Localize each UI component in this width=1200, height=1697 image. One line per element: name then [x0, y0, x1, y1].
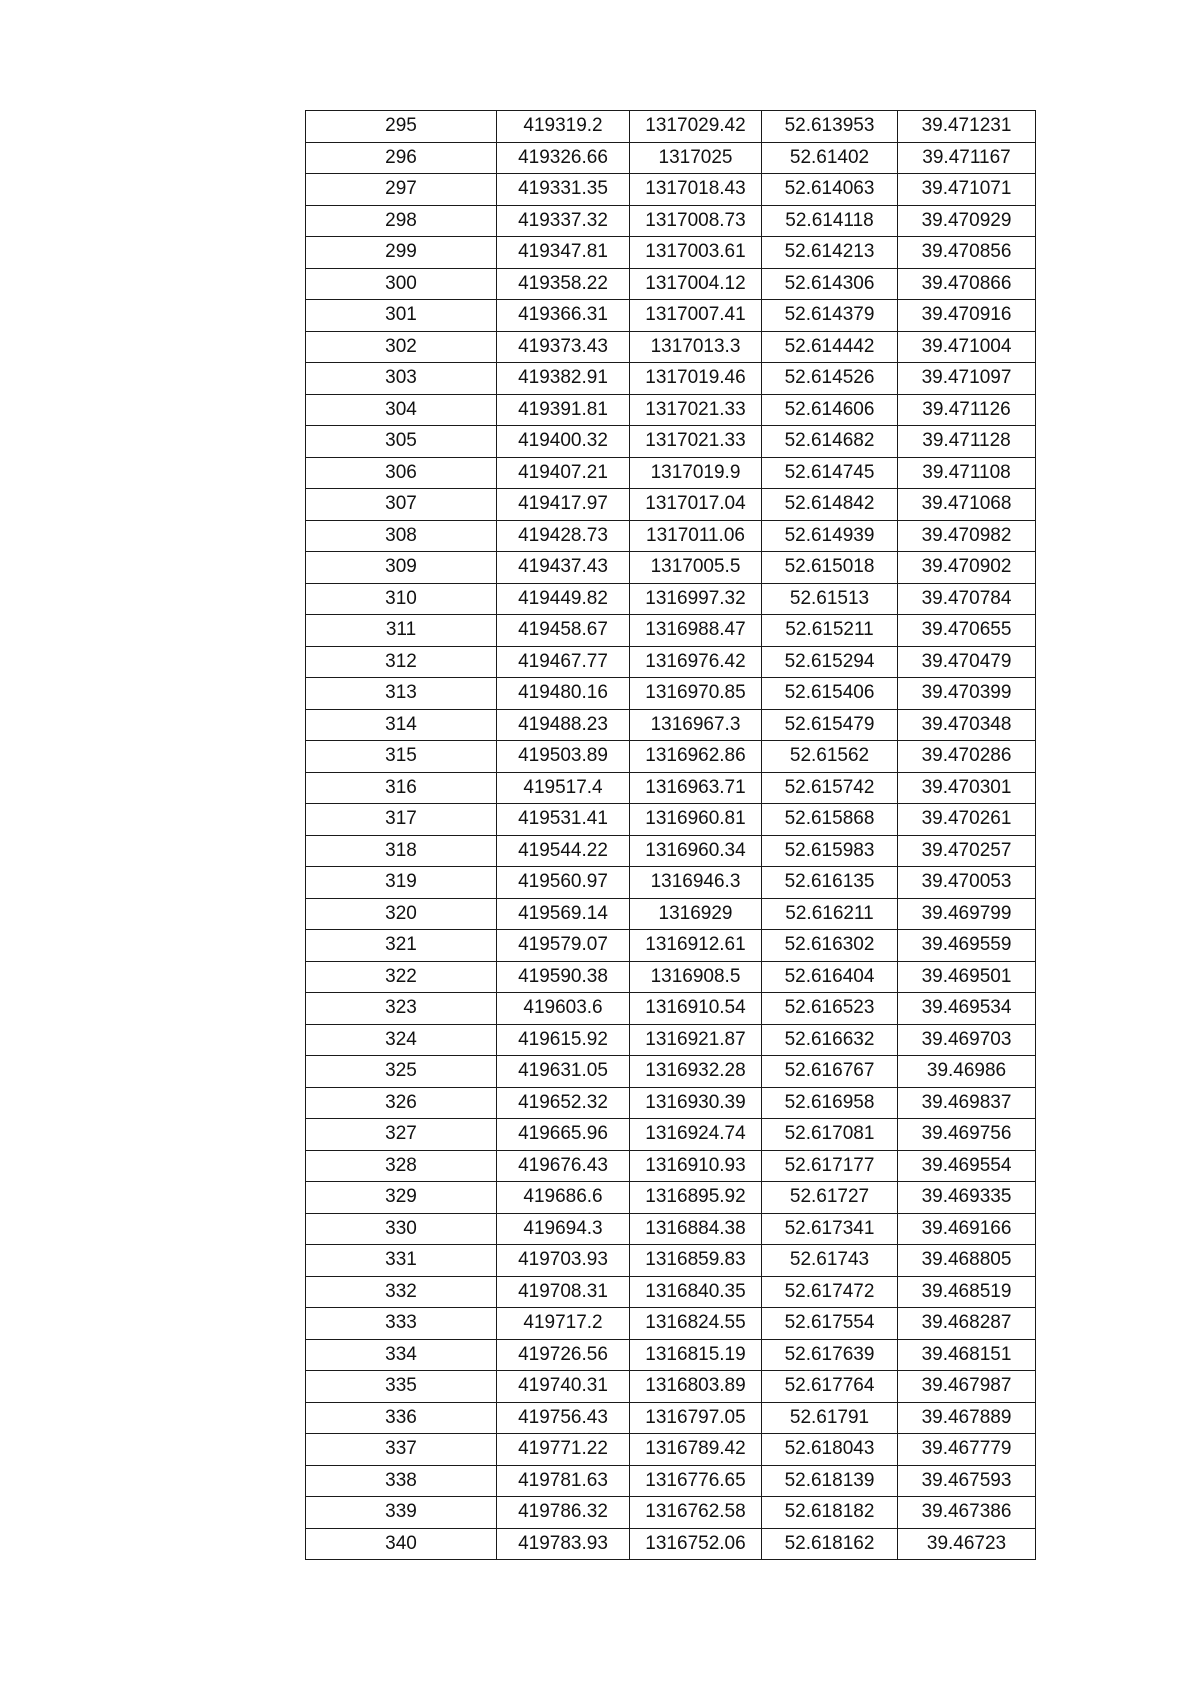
- x-coordinate-cell: 419326.66: [497, 142, 630, 174]
- point-number-cell: 323: [306, 993, 497, 1025]
- y-coordinate-cell: 1316997.32: [630, 583, 762, 615]
- y-coordinate-cell: 1316840.35: [630, 1276, 762, 1308]
- x-coordinate-cell: 419579.07: [497, 930, 630, 962]
- table-row: [306, 678, 1036, 710]
- point-number-cell: 327: [306, 1119, 497, 1151]
- latitude-cell: 52.617554: [762, 1308, 898, 1340]
- y-coordinate-cell: 1316762.58: [630, 1497, 762, 1529]
- longitude-cell: 39.468519: [898, 1276, 1036, 1308]
- x-coordinate-cell: 419458.67: [497, 615, 630, 647]
- latitude-cell: 52.618043: [762, 1434, 898, 1466]
- table-row: [306, 615, 1036, 647]
- longitude-cell: 39.467593: [898, 1465, 1036, 1497]
- x-coordinate-cell: 419467.77: [497, 646, 630, 678]
- latitude-cell: 52.616135: [762, 867, 898, 899]
- latitude-cell: 52.61743: [762, 1245, 898, 1277]
- longitude-cell: 39.470286: [898, 741, 1036, 773]
- x-coordinate-cell: 419631.05: [497, 1056, 630, 1088]
- point-number-cell: 317: [306, 804, 497, 836]
- x-coordinate-cell: 419603.6: [497, 993, 630, 1025]
- latitude-cell: 52.614526: [762, 363, 898, 395]
- table-row: [306, 867, 1036, 899]
- latitude-cell: 52.614306: [762, 268, 898, 300]
- table-row: [306, 1056, 1036, 1088]
- x-coordinate-cell: 419781.63: [497, 1465, 630, 1497]
- y-coordinate-cell: 1316960.81: [630, 804, 762, 836]
- longitude-cell: 39.470348: [898, 709, 1036, 741]
- longitude-cell: 39.471004: [898, 331, 1036, 363]
- point-number-cell: 315: [306, 741, 497, 773]
- longitude-cell: 39.470257: [898, 835, 1036, 867]
- x-coordinate-cell: 419652.32: [497, 1087, 630, 1119]
- point-number-cell: 309: [306, 552, 497, 584]
- y-coordinate-cell: 1316824.55: [630, 1308, 762, 1340]
- table-row: [306, 1465, 1036, 1497]
- table-row: [306, 1182, 1036, 1214]
- latitude-cell: 52.614442: [762, 331, 898, 363]
- longitude-cell: 39.46986: [898, 1056, 1036, 1088]
- table-row: [306, 1024, 1036, 1056]
- longitude-cell: 39.469166: [898, 1213, 1036, 1245]
- point-number-cell: 329: [306, 1182, 497, 1214]
- x-coordinate-cell: 419503.89: [497, 741, 630, 773]
- table-row: [306, 835, 1036, 867]
- point-number-cell: 332: [306, 1276, 497, 1308]
- x-coordinate-cell: 419590.38: [497, 961, 630, 993]
- y-coordinate-cell: 1316930.39: [630, 1087, 762, 1119]
- y-coordinate-cell: 1316946.3: [630, 867, 762, 899]
- longitude-cell: 39.470053: [898, 867, 1036, 899]
- y-coordinate-cell: 1316803.89: [630, 1371, 762, 1403]
- point-number-cell: 307: [306, 489, 497, 521]
- y-coordinate-cell: 1317018.43: [630, 174, 762, 206]
- x-coordinate-cell: 419771.22: [497, 1434, 630, 1466]
- longitude-cell: 39.469756: [898, 1119, 1036, 1151]
- latitude-cell: 52.618182: [762, 1497, 898, 1529]
- x-coordinate-cell: 419726.56: [497, 1339, 630, 1371]
- x-coordinate-cell: 419417.97: [497, 489, 630, 521]
- point-number-cell: 303: [306, 363, 497, 395]
- y-coordinate-cell: 1316912.61: [630, 930, 762, 962]
- longitude-cell: 39.471128: [898, 426, 1036, 458]
- x-coordinate-cell: 419382.91: [497, 363, 630, 395]
- point-number-cell: 322: [306, 961, 497, 993]
- x-coordinate-cell: 419708.31: [497, 1276, 630, 1308]
- latitude-cell: 52.615983: [762, 835, 898, 867]
- x-coordinate-cell: 419717.2: [497, 1308, 630, 1340]
- table-row: [306, 1213, 1036, 1245]
- point-number-cell: 321: [306, 930, 497, 962]
- point-number-cell: 326: [306, 1087, 497, 1119]
- latitude-cell: 52.615868: [762, 804, 898, 836]
- longitude-cell: 39.469335: [898, 1182, 1036, 1214]
- latitude-cell: 52.615479: [762, 709, 898, 741]
- latitude-cell: 52.617341: [762, 1213, 898, 1245]
- table-row: [306, 1308, 1036, 1340]
- latitude-cell: 52.616632: [762, 1024, 898, 1056]
- table-row: [306, 930, 1036, 962]
- y-coordinate-cell: 1316921.87: [630, 1024, 762, 1056]
- x-coordinate-cell: 419569.14: [497, 898, 630, 930]
- table-row: [306, 1339, 1036, 1371]
- longitude-cell: 39.469559: [898, 930, 1036, 962]
- table-row: [306, 741, 1036, 773]
- latitude-cell: 52.614118: [762, 205, 898, 237]
- point-number-cell: 306: [306, 457, 497, 489]
- point-number-cell: 296: [306, 142, 497, 174]
- latitude-cell: 52.618139: [762, 1465, 898, 1497]
- point-number-cell: 330: [306, 1213, 497, 1245]
- x-coordinate-cell: 419686.6: [497, 1182, 630, 1214]
- table-row: [306, 457, 1036, 489]
- latitude-cell: 52.614745: [762, 457, 898, 489]
- y-coordinate-cell: 1316776.65: [630, 1465, 762, 1497]
- x-coordinate-cell: 419544.22: [497, 835, 630, 867]
- x-coordinate-cell: 419740.31: [497, 1371, 630, 1403]
- longitude-cell: 39.470261: [898, 804, 1036, 836]
- longitude-cell: 39.468805: [898, 1245, 1036, 1277]
- y-coordinate-cell: 1316924.74: [630, 1119, 762, 1151]
- longitude-cell: 39.469534: [898, 993, 1036, 1025]
- point-number-cell: 316: [306, 772, 497, 804]
- point-number-cell: 339: [306, 1497, 497, 1529]
- x-coordinate-cell: 419665.96: [497, 1119, 630, 1151]
- table-row: [306, 363, 1036, 395]
- point-number-cell: 318: [306, 835, 497, 867]
- point-number-cell: 310: [306, 583, 497, 615]
- y-coordinate-cell: 1316929: [630, 898, 762, 930]
- x-coordinate-cell: 419756.43: [497, 1402, 630, 1434]
- longitude-cell: 39.470902: [898, 552, 1036, 584]
- table-row: [306, 174, 1036, 206]
- x-coordinate-cell: 419407.21: [497, 457, 630, 489]
- x-coordinate-cell: 419373.43: [497, 331, 630, 363]
- table-row: [306, 1276, 1036, 1308]
- table-row: [306, 804, 1036, 836]
- y-coordinate-cell: 1316797.05: [630, 1402, 762, 1434]
- latitude-cell: 52.617177: [762, 1150, 898, 1182]
- table-row: [306, 1119, 1036, 1151]
- y-coordinate-cell: 1316976.42: [630, 646, 762, 678]
- y-coordinate-cell: 1317007.41: [630, 300, 762, 332]
- y-coordinate-cell: 1317008.73: [630, 205, 762, 237]
- point-number-cell: 325: [306, 1056, 497, 1088]
- longitude-cell: 39.470655: [898, 615, 1036, 647]
- longitude-cell: 39.470982: [898, 520, 1036, 552]
- x-coordinate-cell: 419786.32: [497, 1497, 630, 1529]
- table-row: [306, 426, 1036, 458]
- longitude-cell: 39.468151: [898, 1339, 1036, 1371]
- x-coordinate-cell: 419437.43: [497, 552, 630, 584]
- x-coordinate-cell: 419366.31: [497, 300, 630, 332]
- table-row: [306, 205, 1036, 237]
- latitude-cell: 52.615294: [762, 646, 898, 678]
- table-row: [306, 961, 1036, 993]
- latitude-cell: 52.614606: [762, 394, 898, 426]
- table-row: [306, 237, 1036, 269]
- x-coordinate-cell: 419560.97: [497, 867, 630, 899]
- y-coordinate-cell: 1317025: [630, 142, 762, 174]
- point-number-cell: 302: [306, 331, 497, 363]
- longitude-cell: 39.469554: [898, 1150, 1036, 1182]
- latitude-cell: 52.615018: [762, 552, 898, 584]
- latitude-cell: 52.618162: [762, 1528, 898, 1560]
- table-row: [306, 111, 1036, 143]
- y-coordinate-cell: 1316884.38: [630, 1213, 762, 1245]
- point-number-cell: 304: [306, 394, 497, 426]
- y-coordinate-cell: 1316895.92: [630, 1182, 762, 1214]
- y-coordinate-cell: 1317017.04: [630, 489, 762, 521]
- latitude-cell: 52.616523: [762, 993, 898, 1025]
- latitude-cell: 52.616211: [762, 898, 898, 930]
- x-coordinate-cell: 419615.92: [497, 1024, 630, 1056]
- y-coordinate-cell: 1317019.46: [630, 363, 762, 395]
- y-coordinate-cell: 1317003.61: [630, 237, 762, 269]
- point-number-cell: 299: [306, 237, 497, 269]
- table-row: [306, 1087, 1036, 1119]
- latitude-cell: 52.614379: [762, 300, 898, 332]
- longitude-cell: 39.471068: [898, 489, 1036, 521]
- point-number-cell: 298: [306, 205, 497, 237]
- table-row: [306, 646, 1036, 678]
- latitude-cell: 52.615406: [762, 678, 898, 710]
- point-number-cell: 333: [306, 1308, 497, 1340]
- table-row: [306, 898, 1036, 930]
- table-row: [306, 489, 1036, 521]
- x-coordinate-cell: 419676.43: [497, 1150, 630, 1182]
- table-row: [306, 709, 1036, 741]
- longitude-cell: 39.470856: [898, 237, 1036, 269]
- table-row: [306, 1245, 1036, 1277]
- longitude-cell: 39.469501: [898, 961, 1036, 993]
- latitude-cell: 52.614842: [762, 489, 898, 521]
- point-number-cell: 300: [306, 268, 497, 300]
- x-coordinate-cell: 419331.35: [497, 174, 630, 206]
- latitude-cell: 52.615211: [762, 615, 898, 647]
- latitude-cell: 52.616404: [762, 961, 898, 993]
- y-coordinate-cell: 1316988.47: [630, 615, 762, 647]
- point-number-cell: 313: [306, 678, 497, 710]
- x-coordinate-cell: 419391.81: [497, 394, 630, 426]
- longitude-cell: 39.470399: [898, 678, 1036, 710]
- table-row: [306, 1434, 1036, 1466]
- point-number-cell: 314: [306, 709, 497, 741]
- longitude-cell: 39.471126: [898, 394, 1036, 426]
- x-coordinate-cell: 419319.2: [497, 111, 630, 143]
- latitude-cell: 52.614213: [762, 237, 898, 269]
- latitude-cell: 52.617472: [762, 1276, 898, 1308]
- latitude-cell: 52.614682: [762, 426, 898, 458]
- latitude-cell: 52.616302: [762, 930, 898, 962]
- point-number-cell: 338: [306, 1465, 497, 1497]
- y-coordinate-cell: 1317005.5: [630, 552, 762, 584]
- latitude-cell: 52.617764: [762, 1371, 898, 1403]
- table-row: [306, 772, 1036, 804]
- y-coordinate-cell: 1316932.28: [630, 1056, 762, 1088]
- latitude-cell: 52.614063: [762, 174, 898, 206]
- table-row: [306, 1402, 1036, 1434]
- y-coordinate-cell: 1317004.12: [630, 268, 762, 300]
- longitude-cell: 39.467779: [898, 1434, 1036, 1466]
- table-row: [306, 268, 1036, 300]
- point-number-cell: 320: [306, 898, 497, 930]
- y-coordinate-cell: 1316859.83: [630, 1245, 762, 1277]
- latitude-cell: 52.61727: [762, 1182, 898, 1214]
- y-coordinate-cell: 1316960.34: [630, 835, 762, 867]
- latitude-cell: 52.61562: [762, 741, 898, 773]
- x-coordinate-cell: 419531.41: [497, 804, 630, 836]
- latitude-cell: 52.617639: [762, 1339, 898, 1371]
- coordinates-table: [305, 110, 1036, 1560]
- latitude-cell: 52.616767: [762, 1056, 898, 1088]
- y-coordinate-cell: 1317021.33: [630, 394, 762, 426]
- y-coordinate-cell: 1316970.85: [630, 678, 762, 710]
- longitude-cell: 39.471097: [898, 363, 1036, 395]
- table-row: [306, 1528, 1036, 1560]
- y-coordinate-cell: 1316752.06: [630, 1528, 762, 1560]
- longitude-cell: 39.46723: [898, 1528, 1036, 1560]
- x-coordinate-cell: 419783.93: [497, 1528, 630, 1560]
- table-row: [306, 1497, 1036, 1529]
- point-number-cell: 336: [306, 1402, 497, 1434]
- longitude-cell: 39.471108: [898, 457, 1036, 489]
- latitude-cell: 52.617081: [762, 1119, 898, 1151]
- table-row: [306, 520, 1036, 552]
- table-row: [306, 1150, 1036, 1182]
- x-coordinate-cell: 419449.82: [497, 583, 630, 615]
- point-number-cell: 295: [306, 111, 497, 143]
- point-number-cell: 337: [306, 1434, 497, 1466]
- y-coordinate-cell: 1317029.42: [630, 111, 762, 143]
- longitude-cell: 39.470916: [898, 300, 1036, 332]
- latitude-cell: 52.614939: [762, 520, 898, 552]
- latitude-cell: 52.61513: [762, 583, 898, 615]
- x-coordinate-cell: 419517.4: [497, 772, 630, 804]
- y-coordinate-cell: 1317019.9: [630, 457, 762, 489]
- longitude-cell: 39.467987: [898, 1371, 1036, 1403]
- table-row: [306, 142, 1036, 174]
- table-row: [306, 583, 1036, 615]
- latitude-cell: 52.616958: [762, 1087, 898, 1119]
- x-coordinate-cell: 419337.32: [497, 205, 630, 237]
- table-row: [306, 331, 1036, 363]
- longitude-cell: 39.470866: [898, 268, 1036, 300]
- table-row: [306, 552, 1036, 584]
- longitude-cell: 39.471071: [898, 174, 1036, 206]
- x-coordinate-cell: 419488.23: [497, 709, 630, 741]
- x-coordinate-cell: 419694.3: [497, 1213, 630, 1245]
- longitude-cell: 39.469703: [898, 1024, 1036, 1056]
- y-coordinate-cell: 1316908.5: [630, 961, 762, 993]
- point-number-cell: 308: [306, 520, 497, 552]
- x-coordinate-cell: 419428.73: [497, 520, 630, 552]
- latitude-cell: 52.61402: [762, 142, 898, 174]
- longitude-cell: 39.470301: [898, 772, 1036, 804]
- longitude-cell: 39.470929: [898, 205, 1036, 237]
- longitude-cell: 39.467386: [898, 1497, 1036, 1529]
- y-coordinate-cell: 1316789.42: [630, 1434, 762, 1466]
- coordinates-table-body: [306, 111, 1036, 1560]
- point-number-cell: 319: [306, 867, 497, 899]
- longitude-cell: 39.467889: [898, 1402, 1036, 1434]
- longitude-cell: 39.469837: [898, 1087, 1036, 1119]
- longitude-cell: 39.470784: [898, 583, 1036, 615]
- table-row: [306, 300, 1036, 332]
- table-row: [306, 993, 1036, 1025]
- x-coordinate-cell: 419358.22: [497, 268, 630, 300]
- table-row: [306, 1371, 1036, 1403]
- y-coordinate-cell: 1317021.33: [630, 426, 762, 458]
- latitude-cell: 52.615742: [762, 772, 898, 804]
- y-coordinate-cell: 1316963.71: [630, 772, 762, 804]
- latitude-cell: 52.613953: [762, 111, 898, 143]
- point-number-cell: 305: [306, 426, 497, 458]
- point-number-cell: 324: [306, 1024, 497, 1056]
- point-number-cell: 331: [306, 1245, 497, 1277]
- latitude-cell: 52.61791: [762, 1402, 898, 1434]
- point-number-cell: 334: [306, 1339, 497, 1371]
- point-number-cell: 335: [306, 1371, 497, 1403]
- longitude-cell: 39.471231: [898, 111, 1036, 143]
- y-coordinate-cell: 1317013.3: [630, 331, 762, 363]
- x-coordinate-cell: 419480.16: [497, 678, 630, 710]
- y-coordinate-cell: 1316967.3: [630, 709, 762, 741]
- longitude-cell: 39.470479: [898, 646, 1036, 678]
- point-number-cell: 328: [306, 1150, 497, 1182]
- x-coordinate-cell: 419347.81: [497, 237, 630, 269]
- document-page: [305, 110, 1035, 1560]
- x-coordinate-cell: 419400.32: [497, 426, 630, 458]
- table-row: [306, 394, 1036, 426]
- x-coordinate-cell: 419703.93: [497, 1245, 630, 1277]
- y-coordinate-cell: 1316815.19: [630, 1339, 762, 1371]
- point-number-cell: 301: [306, 300, 497, 332]
- longitude-cell: 39.468287: [898, 1308, 1036, 1340]
- longitude-cell: 39.469799: [898, 898, 1036, 930]
- y-coordinate-cell: 1317011.06: [630, 520, 762, 552]
- point-number-cell: 311: [306, 615, 497, 647]
- point-number-cell: 312: [306, 646, 497, 678]
- y-coordinate-cell: 1316910.93: [630, 1150, 762, 1182]
- point-number-cell: 340: [306, 1528, 497, 1560]
- y-coordinate-cell: 1316910.54: [630, 993, 762, 1025]
- longitude-cell: 39.471167: [898, 142, 1036, 174]
- y-coordinate-cell: 1316962.86: [630, 741, 762, 773]
- point-number-cell: 297: [306, 174, 497, 206]
